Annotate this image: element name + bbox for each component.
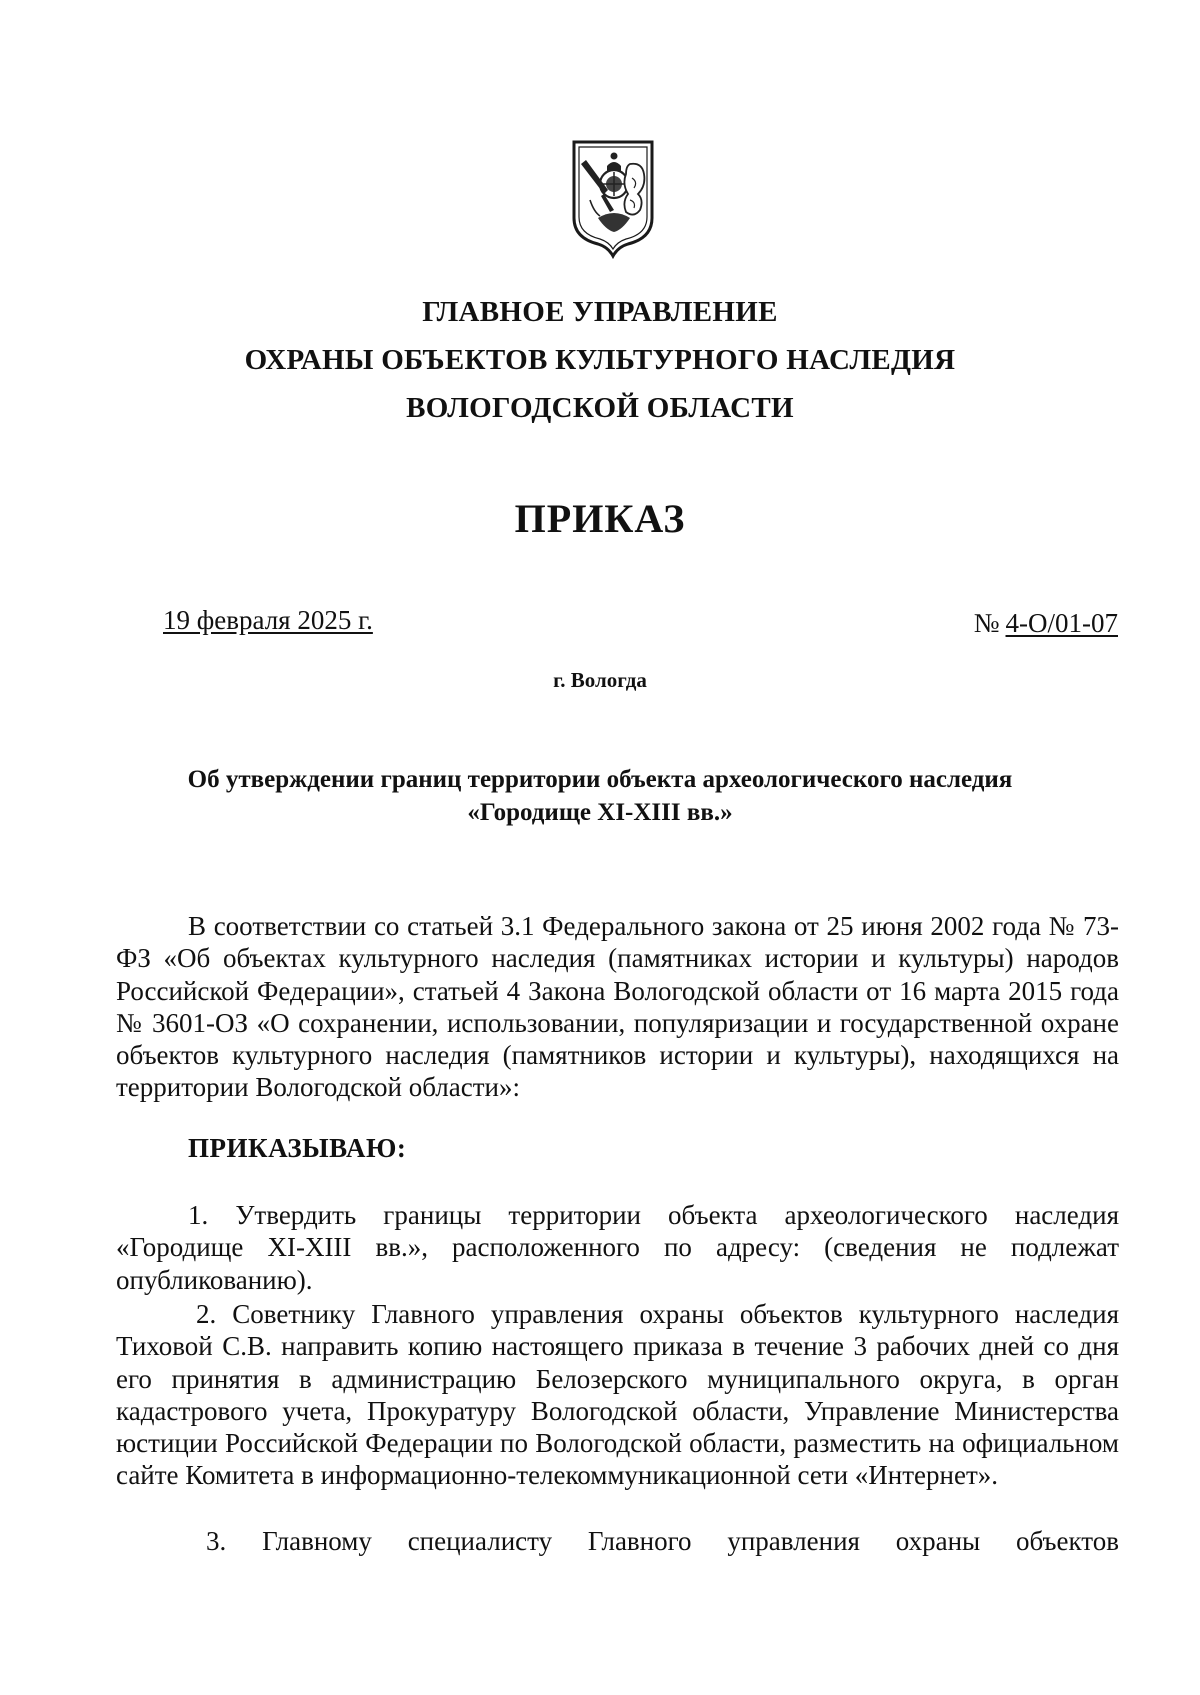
order-item-3 (206, 1526, 1119, 1557)
order-word: ПРИКАЗЫВАЮ: (188, 1133, 407, 1163)
order-item-1: 1. Утвердить границы территории объекта археологического наследия «Городище XI-XIII вв.», расположенного по адресу: (сведения не подлежат опубликованию). (116, 1200, 1119, 1295)
number-sign: № (973, 608, 1000, 638)
item-3-word: охраны (895, 1526, 981, 1556)
document-type-title: ПРИКАЗ (514, 496, 686, 541)
item-3-word: управления (727, 1526, 860, 1556)
document-city: г. Вологда (553, 668, 647, 692)
item-3-word: объектов (1015, 1526, 1119, 1556)
org-name-line-3: ВОЛОГОДСКОЙ ОБЛАСТИ (406, 392, 794, 424)
subject-line-1: Об утверждении границ территории объекта археологического наследия (187, 766, 1013, 793)
document-number (974, 608, 1118, 639)
intro-paragraph: В соответствии со статьей 3.1 Федерального закона от 25 июня 2002 года № 73-ФЗ «Об объектах культурного наследия (памятниках истории и культуры) народов Российской Федерации», статьей 4 Закона Вологодской области от 16 марта 2015 года № 3601-ОЗ «О сохранении, использовании, популяризации и государственной охране объектов культурного наследия (памятников истории и культуры), находящихся на территории Вологодской области»: (116, 911, 1119, 1103)
org-name-line-1: ГЛАВНОЕ УПРАВЛЕНИЕ (422, 296, 778, 328)
document-date: 19 февраля 2025 г. (163, 605, 373, 635)
item-3-word: специалисту (407, 1526, 553, 1556)
item-3-word: 3. (206, 1526, 227, 1556)
vologda-coat-of-arms-icon (568, 138, 658, 260)
item-3-word: Главному (262, 1526, 372, 1556)
subject-line-2: «Городище XI-XIII вв.» (467, 799, 733, 826)
org-name-line-2: ОХРАНЫ ОБЪЕКТОВ КУЛЬТУРНОГО НАСЛЕДИЯ (244, 344, 956, 376)
item-3-word: Главного (587, 1526, 692, 1556)
order-item-2: 2. Советнику Главного управления охраны объектов культурного наследия Тиховой С.В. направить копию настоящего приказа в течение 3 рабочих дней со дня его принятия в администрацию Белозерского муниципального округа, в орган кадастрового учета, Прокуратуру Вологодской области, Управление Министерства юстиции Российской Федерации по Вологодской области, разместить на официальном сайте Комитета в информационно-телекоммуникационной сети «Интернет». (116, 1299, 1119, 1491)
number-value: 4-О/01-07 (1005, 608, 1118, 638)
